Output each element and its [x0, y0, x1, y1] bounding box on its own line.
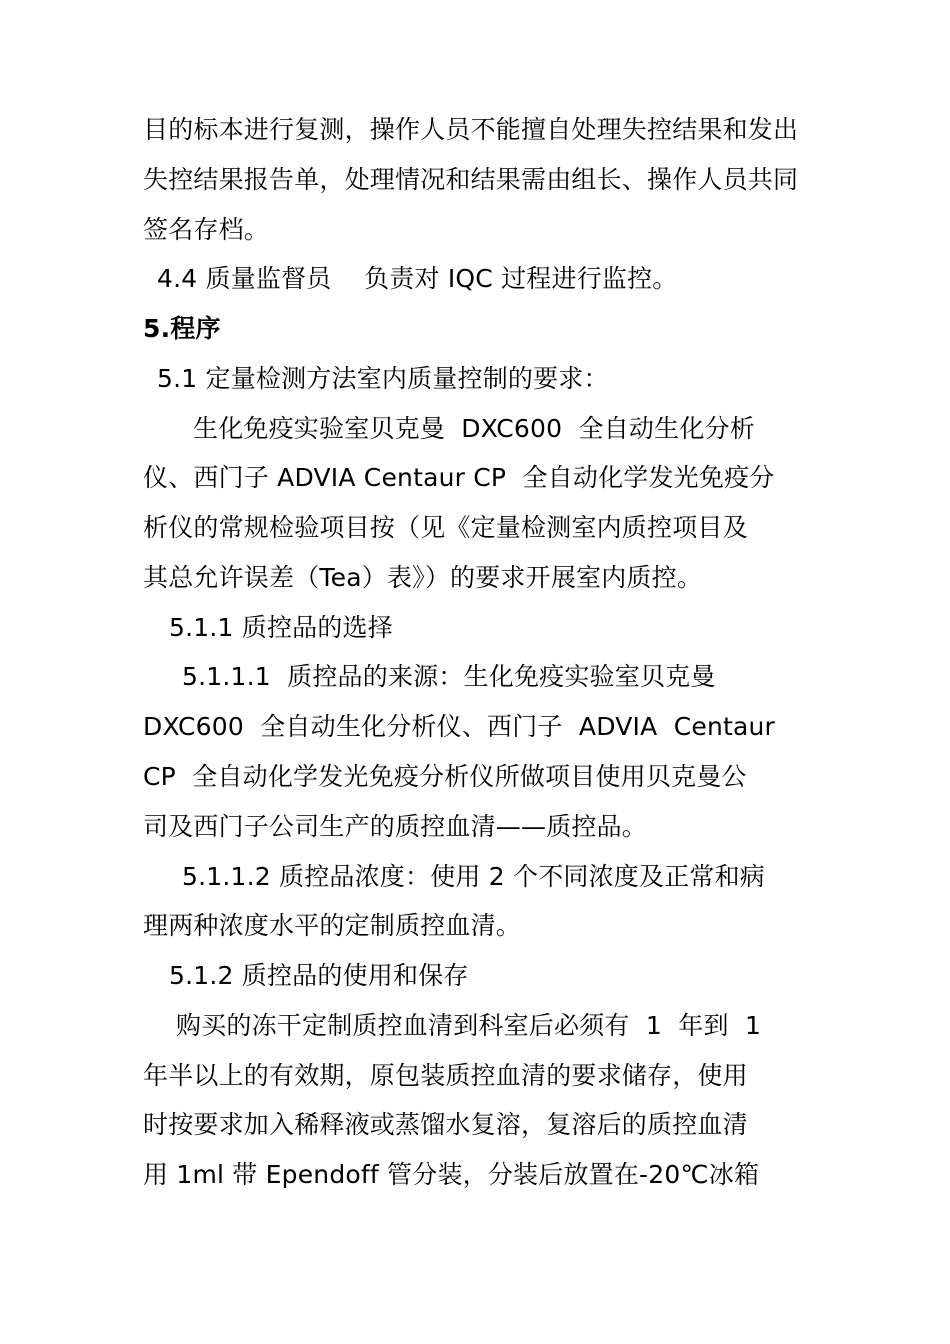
paragraph-line: 其总允许误差（Tea）表》）的要求开展室内质控。 — [143, 563, 703, 592]
paragraph-line: 仪、西门子 ADVIA Centaur CP 全自动化学发光免疫分 — [143, 463, 775, 492]
section-5-1-heading: 5.1 定量检测方法室内质量控制的要求： — [157, 364, 609, 393]
paragraph-line: 生化免疫实验室贝克曼 DXC600 全自动生化分析 — [193, 414, 755, 443]
paragraph-line: 失控结果报告单，处理情况和结果需由组长、操作人员共同 — [143, 165, 799, 194]
section-5-1-1-1-line: 5.1.1.1 质控品的来源：生化免疫实验室贝克曼 — [182, 662, 716, 691]
section-heading-procedure: 5.程序 — [143, 314, 221, 343]
paragraph-line: DXC600 全自动生化分析仪、西门子 ADVIA Centaur — [143, 712, 776, 741]
section-4-4-line: 4.4 质量监督员 负责对 IQC 过程进行监控。 — [157, 264, 678, 293]
paragraph-line: 购买的冻干定制质控血清到科室后必须有 1 年到 1 — [176, 1011, 762, 1040]
paragraph-line: 年半以上的有效期，原包装质控血清的要求储存，使用 — [143, 1061, 748, 1090]
paragraph-line: 签名存档。 — [143, 215, 270, 244]
paragraph-line: 时按要求加入稀释液或蒸馏水复溶，复溶后的质控血清 — [143, 1110, 748, 1139]
section-5-1-1-2-line: 5.1.1.2 质控品浓度：使用 2 个不同浓度及正常和病 — [182, 862, 766, 891]
section-5-1-1-heading: 5.1.1 质控品的选择 — [169, 613, 393, 642]
paragraph-line: 司及西门子公司生产的质控血清——质控品。 — [143, 812, 648, 841]
paragraph-line: 目的标本进行复测，操作人员不能擅自处理失控结果和发出 — [143, 115, 799, 144]
paragraph-line: 用 1ml 带 Ependoff 管分装，分装后放置在-20℃冰箱 — [143, 1160, 760, 1189]
paragraph-line: 析仪的常规检验项目按（见《定量检测室内质控项目及 — [143, 513, 748, 542]
paragraph-line: 理两种浓度水平的定制质控血清。 — [143, 911, 522, 940]
section-5-1-2-heading: 5.1.2 质控品的使用和保存 — [169, 961, 469, 990]
paragraph-line: CP 全自动化学发光免疫分析仪所做项目使用贝克曼公 — [143, 762, 747, 791]
